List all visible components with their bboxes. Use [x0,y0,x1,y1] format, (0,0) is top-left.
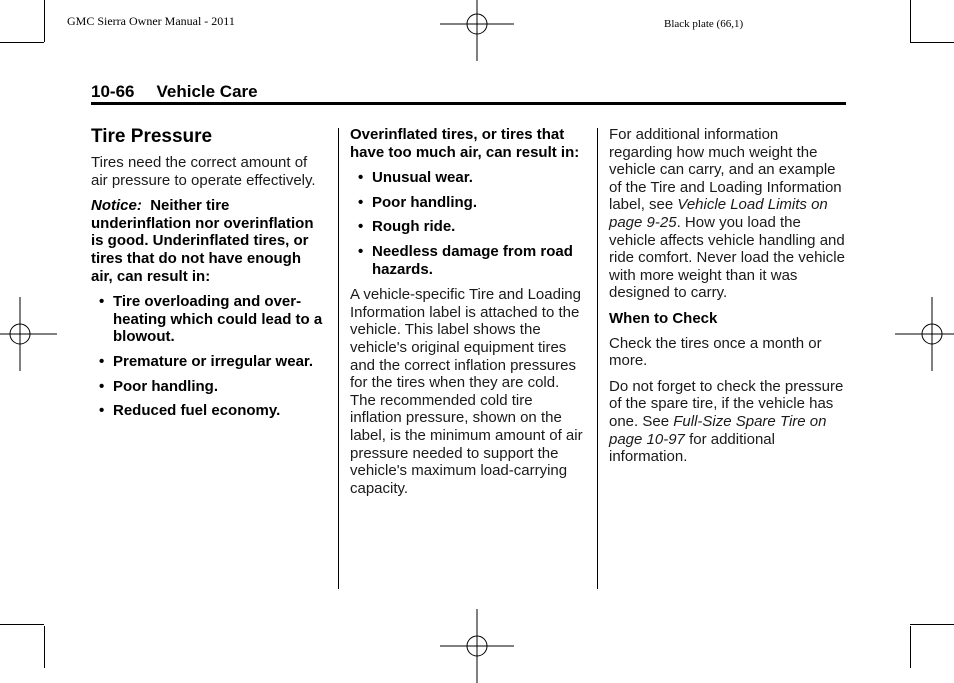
section-heading: Tire Pressure [91,126,213,147]
crop-mark [44,626,45,668]
column-2 [350,126,588,505]
load-info-paragraph: For additional information regarding how much weight the vehicle can carry, and an example of the Tire and Loading Information label, see Vehicle Load Limits on page 9-25. How you load the vehicle affects vehicle handling and ride comfort. Never load the vehicle with more weight than it was designed to carry. [609,126,845,302]
registration-mark-icon [895,297,954,371]
spare-tire-paragraph: Do not forget to check the pressure of the spare tire, if the vehicle has one. See Full-Size Spare Tire on page 10-97 for additional information. [609,377,844,466]
registration-mark-icon [440,0,514,61]
registration-mark-icon [440,609,514,683]
column-divider [338,128,339,589]
header-rule [91,102,846,105]
list-item: • Reduced fuel economy. [99,402,281,420]
notice-paragraph [91,197,323,285]
crop-mark [0,624,44,625]
list-item: • Poor handling. [358,193,477,211]
load-limits-link[interactable]: Vehicle Load Limits on page 9-25 [609,196,828,231]
check-frequency-paragraph: Check the tires once a month or more. [609,334,822,370]
list-item: • Needless damage from road hazards. [358,242,573,278]
overinflation-list [350,169,588,278]
list-item: • Premature or irregular wear. [99,352,314,370]
crop-mark [0,42,44,43]
intro-paragraph: Tires need the correct amount of air pressure to operate effectively. [91,154,316,189]
list-item: • Unusual wear. [358,169,473,187]
crop-mark [910,42,954,43]
column-1 [91,126,323,428]
page-header [91,82,258,102]
section-title: Vehicle Care [156,82,258,101]
registration-mark-icon [0,297,57,371]
notice-label: Notice: [91,197,142,215]
spare-tire-link[interactable]: Full-Size Spare Tire on page 10-97 [609,412,827,448]
page-number: 10-66 [91,82,135,101]
list-item: • Rough ride. [358,218,456,236]
crop-mark [910,0,911,42]
list-item: • Poor handling. [99,377,218,395]
column-3 [609,126,845,474]
crop-mark [44,0,45,42]
notice-text: Neither tire underinflation nor overinflation is good. Underinflated tires, or tires that do not have enough air, can result in: [91,197,314,285]
overinflation-lead: Overinflated tires, or tires that have too much air, can result in: [350,126,580,161]
plate-label: Black plate (66,1) [664,18,744,30]
manual-title: GMC Sierra Owner Manual - 2011 [67,14,235,28]
column-divider [597,128,598,589]
underinflation-list [91,293,323,420]
when-to-check-heading: When to Check [609,309,718,327]
list-item: • Tire overloading and over-heating which could lead to a blowout. [99,293,323,346]
crop-mark [910,626,911,668]
label-paragraph: A vehicle-specific Tire and Loading Information label is attached to the vehicle. This label shows the vehicle's original equipment tires and the correct inflation pressures for the tires when they are cold. The recommended cold tire inflation pressure, shown on the label, is the minimum amount of air pressure needed to support the vehicle's maximum load-carrying capacity. [350,286,583,497]
crop-mark [910,624,954,625]
